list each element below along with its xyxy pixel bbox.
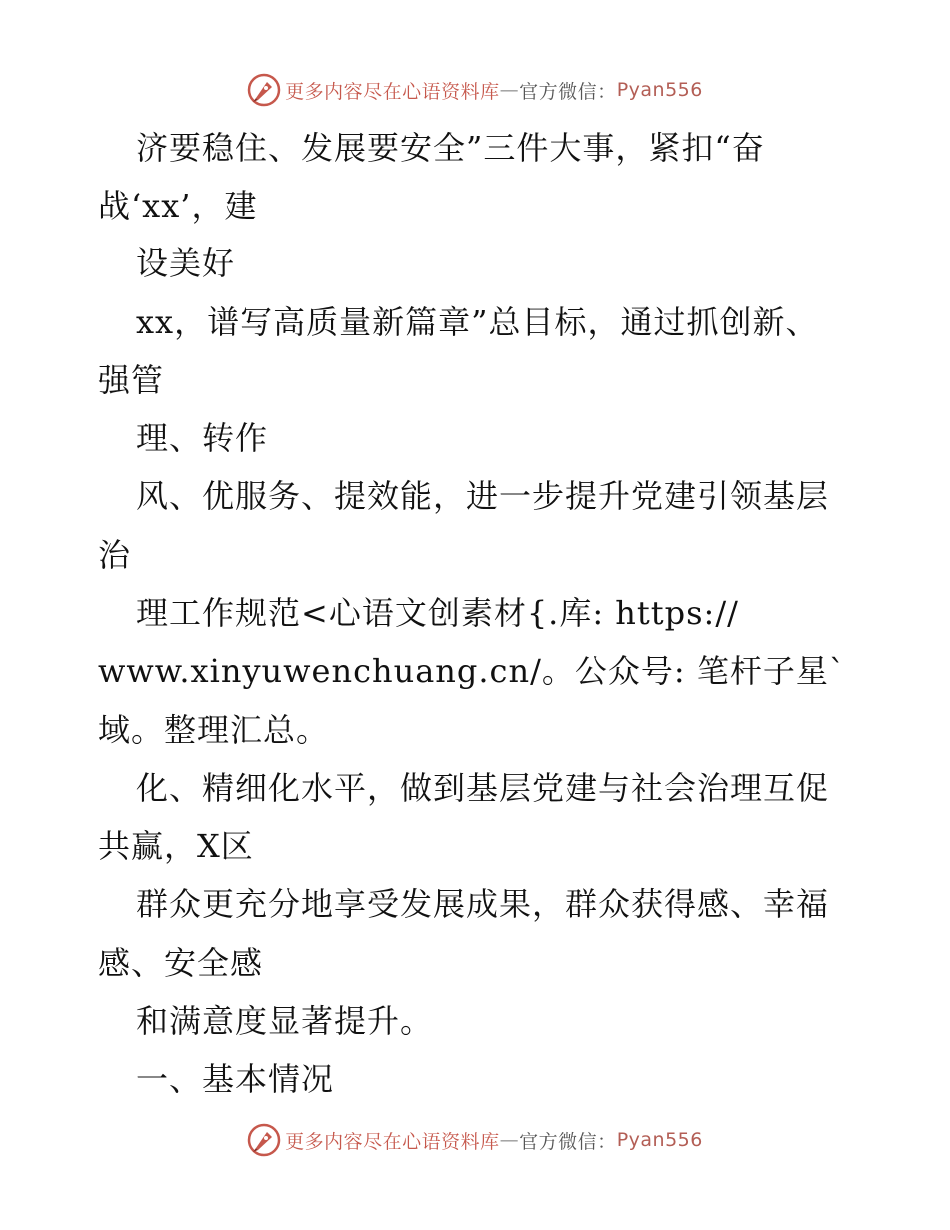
banner-wechat-label: 官方微信：: [519, 80, 617, 103]
text-line: 强管: [98, 361, 165, 399]
text-line: 群众更充分地享受发展成果，群众获得感、幸福: [136, 885, 830, 923]
pen-nib-logo-icon: [247, 1123, 281, 1157]
text-line: 理工作规范<心语文创素材{.库: https://: [136, 594, 739, 632]
text-line: 设美好: [136, 244, 236, 282]
banner-dash: —: [499, 1129, 520, 1151]
banner-dash: —: [499, 79, 520, 101]
text-line: 风、优服务、提效能，进一步提升党建引领基层: [136, 477, 830, 515]
text-line: 治: [98, 536, 132, 574]
pen-nib-logo-icon: [247, 73, 281, 107]
banner-main-text: 更多内容尽在心语资料库: [285, 1130, 500, 1153]
text-line: xx，谱写高质量新篇章”总目标，通过抓创新、: [136, 303, 819, 341]
text-line: 感、安全感: [98, 944, 264, 982]
text-line: 域。整理汇总。: [98, 711, 330, 749]
banner-wechat-id: Pyan556: [616, 1129, 703, 1151]
banner-main-text: 更多内容尽在心语资料库: [285, 80, 500, 103]
text-line: 共赢，X区: [98, 827, 254, 865]
section-heading: 一、基本情况: [136, 1060, 335, 1098]
text-line: www.xinyuwenchuang.cn/。公众号: 笔杆子星`: [98, 652, 846, 690]
text-line: 化、精细化水平，做到基层党建与社会治理互促: [136, 769, 830, 807]
text-line: 战‘xx’，建: [98, 187, 258, 225]
footer-banner: [0, 1120, 950, 1160]
text-line: 和满意度显著提升。: [136, 1002, 434, 1040]
banner-wechat-label: 官方微信：: [519, 1130, 617, 1153]
text-line: 理、转作: [136, 419, 269, 457]
banner-wechat-id: Pyan556: [616, 79, 703, 101]
text-line: 济要稳住、发展要安全”三件大事，紧扣“奋: [136, 129, 765, 167]
header-banner: [0, 70, 950, 110]
